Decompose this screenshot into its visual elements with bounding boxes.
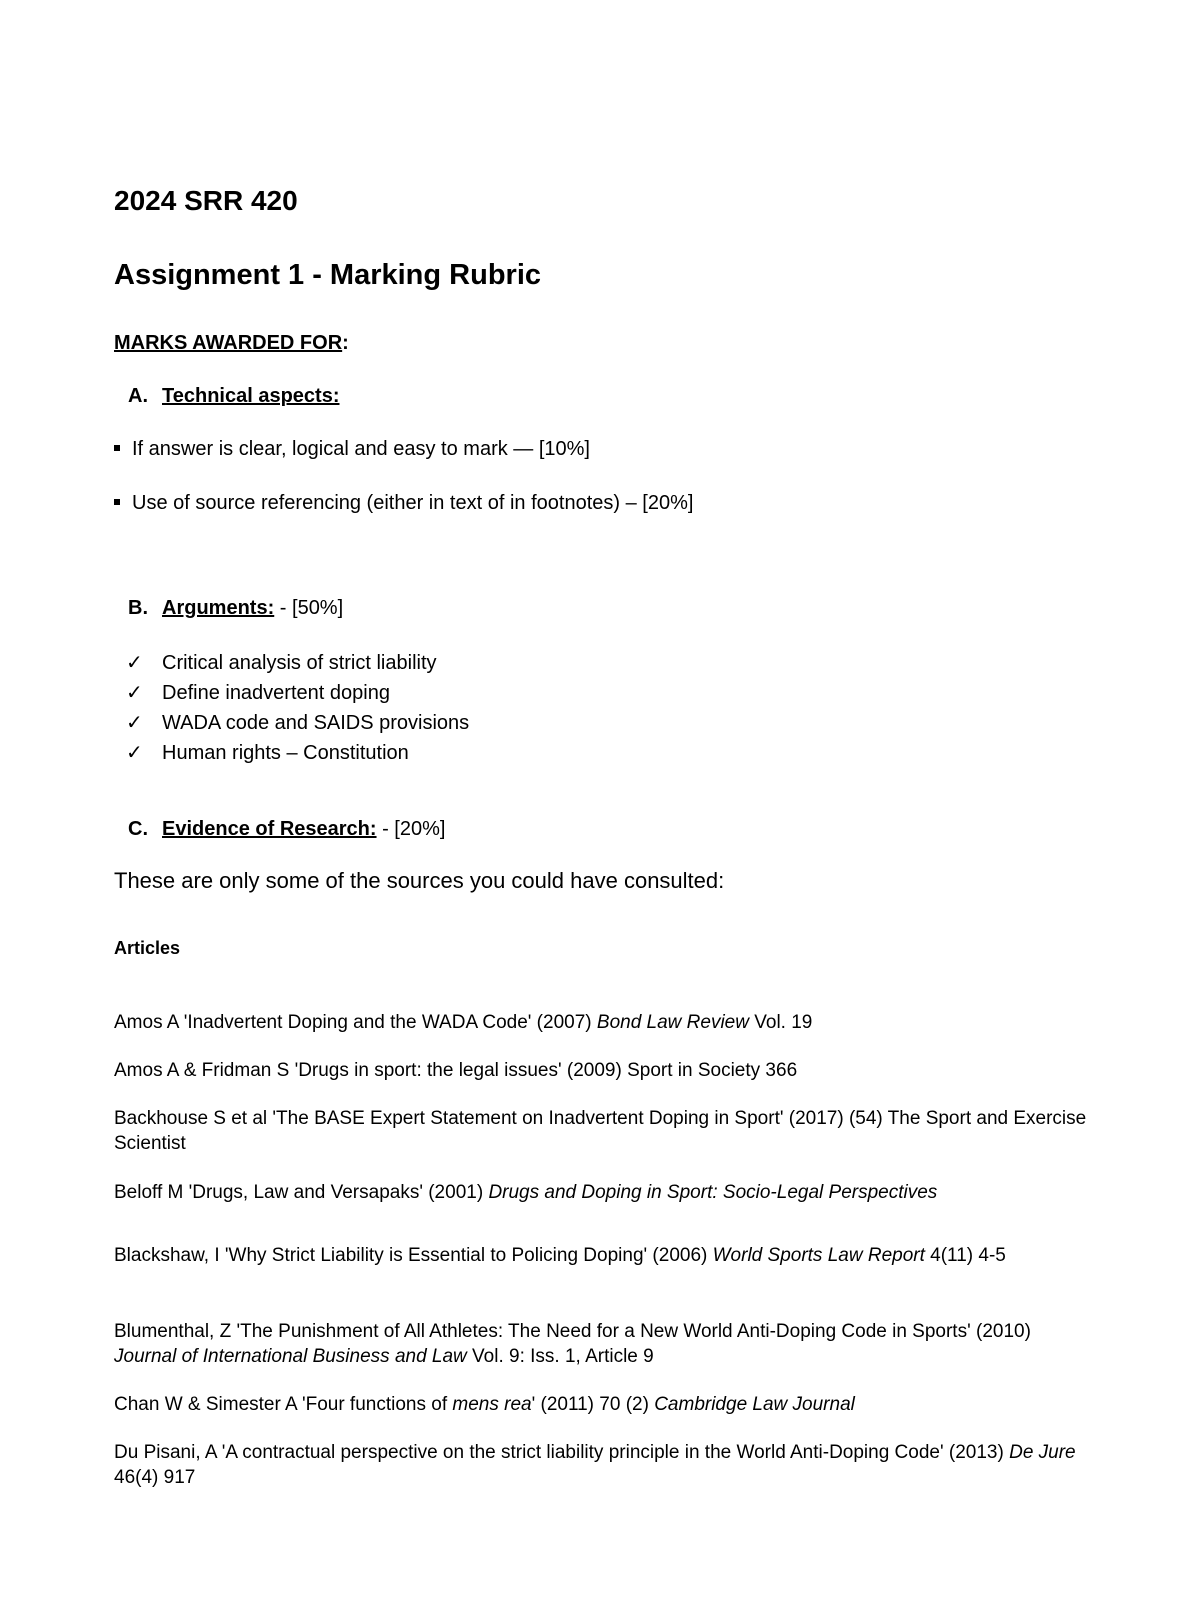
square-bullet-icon <box>114 499 120 505</box>
bullet-text: Use of source referencing (either in text of in footnotes) – [20%] <box>132 492 694 514</box>
section-a-heading <box>128 385 339 408</box>
articles-heading: Articles <box>114 938 181 958</box>
section-b-title: Arguments: <box>162 597 275 619</box>
check-text: WADA code and SAIDS provisions <box>162 712 470 734</box>
reference-item: Amos A & Fridman S 'Drugs in sport: the legal issues' (2009) Sport in Society 366 <box>114 1060 798 1081</box>
reference-item: Chan W & Simester A 'Four functions of mens rea' (2011) 70 (2) Cambridge Law Journal <box>114 1394 855 1415</box>
course-code: 2024 SRR 420 <box>114 185 298 216</box>
checkmark-icon: ✓ <box>126 652 143 674</box>
reference-item: Backhouse S et al 'The BASE Expert Statement on Inadvertent Doping in Sport' (2017) (54) The Sport and Exercise Scientist <box>114 1108 1087 1154</box>
check-text: Define inadvertent doping <box>162 682 390 704</box>
list-item <box>126 740 409 765</box>
marks-awarded-colon: : <box>342 332 349 354</box>
checkmark-icon: ✓ <box>126 712 143 734</box>
checkmark-icon: ✓ <box>126 742 143 764</box>
reference-item: Blumenthal, Z 'The Punishment of All Athletes: The Need for a New World Anti-Doping Code in Sports' (2010) Journal of International Business and Law Vol. 9: Iss. 1, Article 9 <box>114 1321 1031 1367</box>
section-c-letter: C. <box>128 818 148 840</box>
marks-awarded-label: MARKS AWARDED FOR <box>114 332 343 354</box>
section-b-weight: - [50%] <box>274 597 344 619</box>
list-item <box>126 650 437 675</box>
sources-intro: These are only some of the sources you could have consulted: <box>114 868 725 893</box>
reference-item: Du Pisani, A 'A contractual perspective on the strict liability principle in the World Anti-Doping Code' (2013) De Jure 46(4) 917 <box>114 1442 1076 1488</box>
reference-item: Amos A 'Inadvertent Doping and the WADA Code' (2007) Bond Law Review Vol. 19 <box>114 1012 813 1033</box>
square-bullet-icon <box>114 445 120 451</box>
section-b-letter: B. <box>128 597 148 619</box>
section-c-heading <box>128 818 445 841</box>
section-c-title: Evidence of Research: <box>162 818 377 840</box>
marks-awarded-heading <box>114 332 349 355</box>
check-text: Critical analysis of strict liability <box>162 652 437 674</box>
list-item <box>114 438 590 461</box>
bullet-text: If answer is clear, logical and easy to mark — [10%] <box>132 438 590 460</box>
page-title: Assignment 1 - Marking Rubric <box>114 259 542 291</box>
section-b-heading <box>128 597 343 620</box>
section-a-title: Technical aspects: <box>162 385 340 407</box>
checkmark-icon: ✓ <box>126 682 143 704</box>
check-text: Human rights – Constitution <box>162 742 409 764</box>
list-item <box>126 710 469 735</box>
list-item <box>114 492 693 515</box>
reference-item: Beloff M 'Drugs, Law and Versapaks' (2001) Drugs and Doping in Sport: Socio-Legal Perspectives <box>114 1182 938 1203</box>
reference-item: Blackshaw, I 'Why Strict Liability is Essential to Policing Doping' (2006) World Sports Law Report 4(11) 4-5 <box>114 1245 1006 1266</box>
list-item <box>126 680 390 705</box>
section-c-weight: - [20%] <box>376 818 446 840</box>
section-a-letter: A. <box>128 385 148 407</box>
